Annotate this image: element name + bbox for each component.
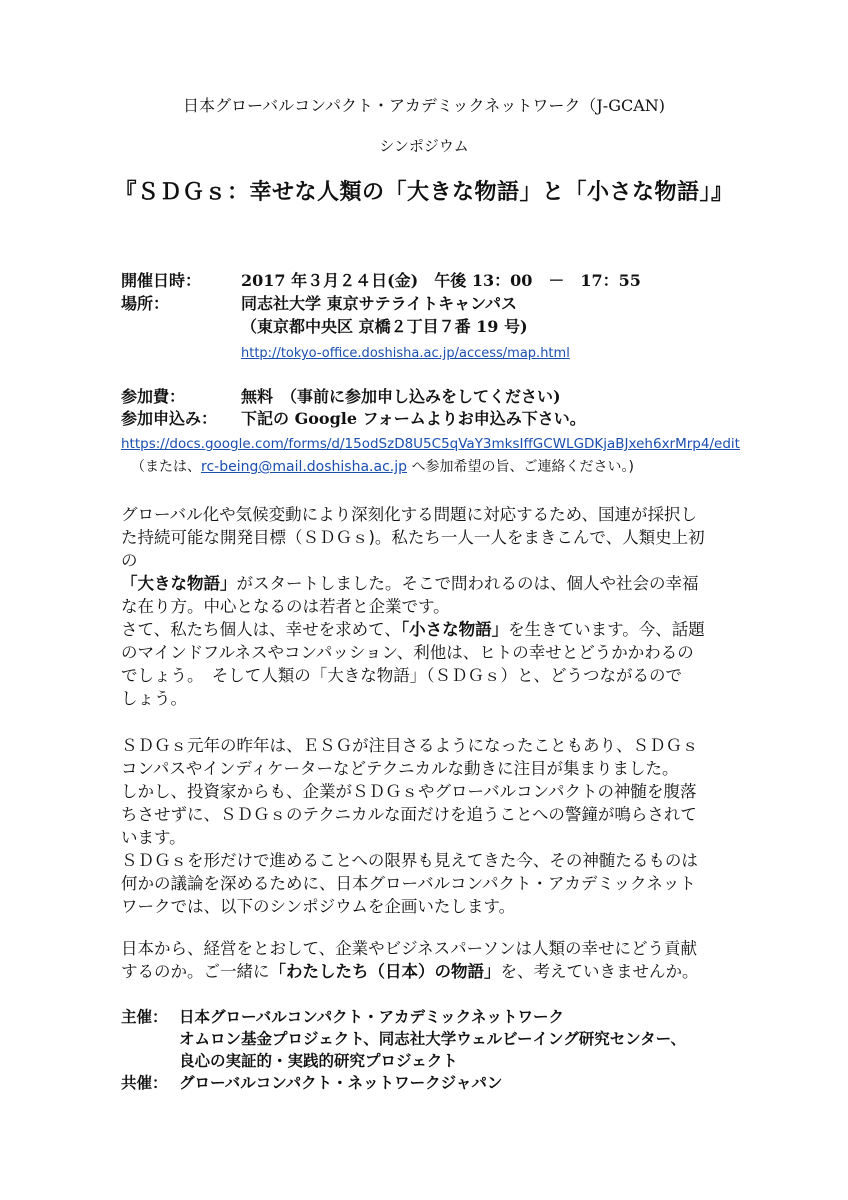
host-section	[121, 1006, 686, 1072]
host-name-1: 日本グローバルコンパクト・アカデミックネットワーク	[179, 1008, 565, 1026]
text-line: 日本から、経営をとおして、企業やビジネスパーソンは人類の幸せにどう貢献	[121, 939, 698, 958]
organization-name: 日本グローバルコンパクト・アカデミックネットワーク（J-GCAN)	[182, 96, 666, 115]
text-line: しょう。	[121, 689, 187, 708]
text-span: を生きています。今、話題	[508, 620, 705, 639]
place-label: 場所：	[121, 294, 170, 313]
text-line	[121, 960, 733, 983]
apply-row	[121, 408, 586, 430]
form-link[interactable]: https://docs.google.com/forms/d/15odSzD8U5C5qVaY3mksIffGCWLGDKjaBJxeh6xrMrp4/edit	[121, 436, 740, 452]
text-line: ちさせずに、ＳＤＧｓのテクニカルな面だけを追うことへの警鐘が鳴らされて	[121, 805, 697, 824]
text-line: た持続可能な開発目標（ＳＤＧｓ)。私たち一人一人をまきこんで、人類史上初	[121, 528, 705, 547]
text-line: の	[121, 551, 138, 570]
big-story-emphasis: 「大きな物語」	[121, 574, 237, 593]
text-line: います。	[121, 828, 186, 847]
text-line: ワークでは、以下のシンポジウムを企画いたします。	[121, 897, 516, 916]
date-row	[121, 270, 641, 292]
text-line: しかし、投資家からも、企業がＳＤＧｓやグローバルコンパクトの神髄を腹落	[121, 782, 697, 801]
paragraph-1	[121, 503, 733, 710]
text-line: グローバル化や気候変動により深刻化する問題に対応するため、国連が採択し	[121, 505, 698, 524]
fee-label: 参加費：	[121, 387, 186, 406]
cohost-name: グローバルコンパクト・ネットワークジャパン	[179, 1074, 503, 1092]
text-line	[121, 618, 733, 641]
text-span: がスタートしました。そこで問われるのは、個人や社会の幸福	[236, 574, 699, 593]
text-line: でしょう。 そして人類の「大きな物語」（ＳＤＧｓ）と、どうつながるので	[121, 666, 682, 685]
place-value: 同志社大学 東京サテライトキャンパス	[241, 294, 517, 313]
contact-note	[131, 456, 634, 476]
cohost-label: 共催：	[121, 1074, 168, 1092]
text-line: コンパスやインディケーターなどテクニカルな動きに注目が集まりました。	[121, 759, 679, 778]
text-line: ＳＤＧｓ元年の昨年は、ＥＳＧが注目さるようになったこともあり、ＳＤＧｓ	[121, 736, 699, 755]
paragraph-3	[121, 937, 733, 983]
fee-row	[121, 386, 561, 408]
place-row	[121, 293, 517, 315]
text-line: な在り方。中心となるのは若者と企業です。	[121, 597, 450, 616]
fee-value: 無料 （事前に参加申し込みをしてください)	[241, 387, 561, 406]
map-link[interactable]: http://tokyo-office.doshisha.ac.jp/access/map.html	[241, 346, 570, 361]
text-span: するのか。ご一緒に	[121, 962, 270, 981]
cohost-section	[121, 1072, 502, 1094]
text-line: 何かの議論を深めるために、日本グローバルコンパクト・アカデミックネット	[121, 874, 696, 893]
event-subtitle: シンポジウム	[379, 137, 469, 155]
text-line: ＳＤＧｓを形だけで進めることへの限界も見えてきた今、その神髄たるものは	[121, 851, 698, 870]
date-label: 開催日時：	[121, 271, 202, 290]
note-suffix: へ参加希望の旨、ご連絡ください。)	[407, 459, 634, 475]
text-line	[121, 572, 733, 595]
our-story-emphasis: 「わたしたち（日本）の物語」	[269, 962, 501, 981]
host-name-2: オムロン基金プロジェクト、同志社大学ウェルビーイング研究センター、	[179, 1030, 687, 1048]
host-label: 主催：	[121, 1008, 168, 1026]
email-link[interactable]: rc-being@mail.doshisha.ac.jp	[201, 459, 408, 475]
event-title: 『ＳＤＧｓ：幸せな人類の「大きな物語」と「小さな物語」』	[114, 179, 734, 205]
host-name-3: 良心の実証的・実践的研究プロジェクト	[179, 1052, 458, 1070]
address: （東京都中央区 京橋２丁目７番 19 号)	[241, 317, 528, 336]
text-line: のマインドフルネスやコンパッション、利他は、ヒトの幸せとどうかかわるの	[121, 643, 694, 662]
apply-value: 下記の Google フォームよりお申込み下さい。	[241, 409, 586, 428]
map-link-row	[241, 341, 570, 365]
apply-label: 参加申込み：	[121, 409, 218, 428]
note-prefix: （または、	[131, 459, 201, 475]
text-span: さて、私たち個人は、幸せを求めて、	[121, 620, 401, 639]
small-story-emphasis: 「小さな物語」	[400, 620, 509, 639]
date-value: 2017 年３月２４日(金) 午後 13：00 － 17：55	[241, 271, 641, 290]
form-link-row	[121, 432, 740, 455]
paragraph-2	[121, 734, 733, 918]
text-span: を、考えていきませんか。	[500, 962, 699, 981]
